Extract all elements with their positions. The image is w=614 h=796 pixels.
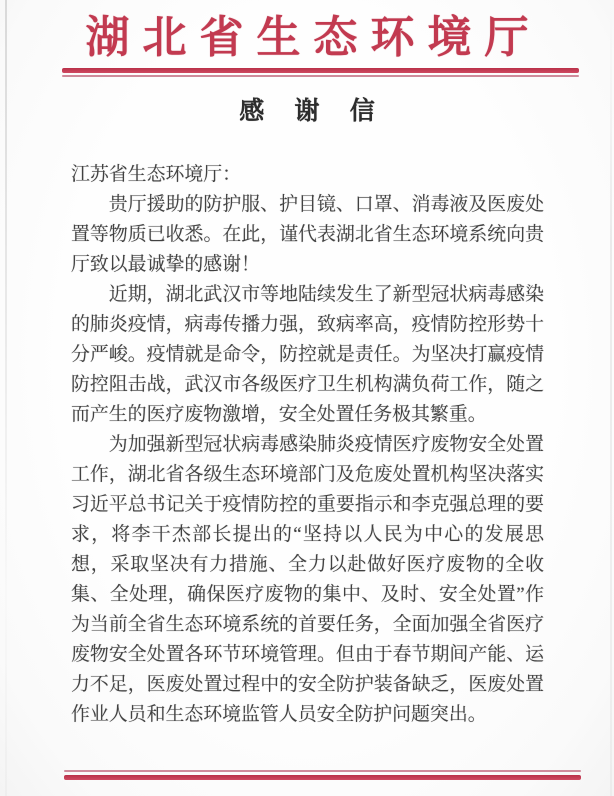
salutation: 江苏省生态环境厅： (71, 164, 242, 185)
paragraph-thanks: 贵厅援助的防护服、护目镜、口罩、消毒液及医废处置等物质已收悉。在此，谨代表湖北省生态环境系统向贵厅致以最诚挚的感谢！ (71, 194, 544, 275)
letterhead-rule-thin-line (62, 75, 579, 77)
footer-double-rule (64, 770, 581, 780)
paragraph-epidemic-situation: 近期，湖北武汉市等地陆续发生了新型冠状病毒感染的肺炎疫情，病毒传播力强，致病率高，疫情防控形势十分严峻。疫情就是命令，防控就是责任。为坚决打赢疫情防控阻击战，武汉市各级医疗卫生机构满负荷工作，随之而产生的医疗废物激增，安全处置任务极其繁重。 (71, 284, 544, 425)
footer-rule-thin-line (64, 770, 581, 772)
footer-rule-thick-line (64, 775, 581, 780)
letter-body (71, 160, 544, 730)
letterhead-double-rule (62, 68, 579, 77)
paragraph-disposal-work: 为加强新型冠状病毒感染肺炎疫情医疗废物安全处置工作，湖北省各级生态环境部门及危废处置机构坚决落实习近平总书记关于疫情防控的重要指示和李克强总理的要求，将李干杰部长提出的“坚持以人民为中心的发展思想，采取坚决有力措施、全力以赴做好医疗废物的全收集、全处理，确保医疗废物的集中、及时、安全处置”作为当前全省生态环境系统的首要任务，全面加强全省医疗废物安全处置各环节环境管理。但由于春节期间产能、运力不足，医废处置过程中的安全防护装备缺乏，医废处置作业人员和生态环境监管人员安全防护问题突出。 (71, 434, 544, 725)
letterhead-rule-thick-line (62, 68, 579, 73)
letterhead-title: 湖北省生态环境厅 (85, 13, 542, 62)
document-title: 感 谢 信 (239, 98, 380, 125)
